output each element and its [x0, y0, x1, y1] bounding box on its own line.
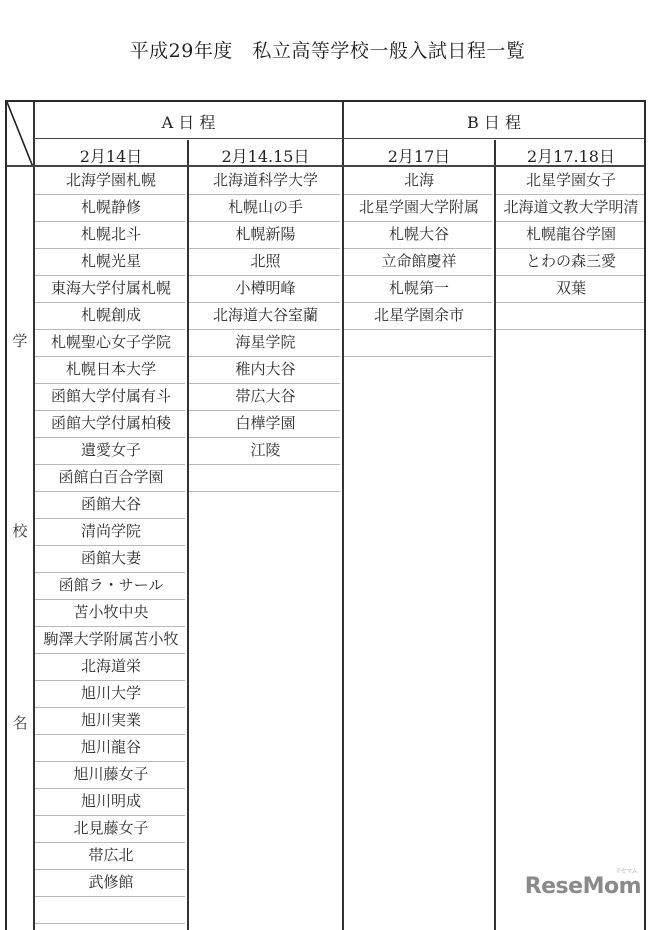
group-b-header: B 日 程 [467, 113, 521, 132]
school-cell: 北海道科学大学 [212, 171, 318, 189]
row-divider [496, 329, 644, 330]
school-cell: 札幌龍谷学園 [525, 225, 616, 243]
school-cell: 函館ラ・サール [58, 576, 164, 594]
watermark-ruby: リセマム [615, 868, 637, 875]
school-cell: 海星学院 [235, 333, 296, 351]
school-cell: 小樽明峰 [235, 279, 296, 297]
school-cell: 白樺学園 [235, 414, 296, 432]
resemom-watermark [524, 868, 641, 899]
school-cell: 北星学園余市 [373, 306, 464, 324]
school-cell: 北海道文教大学明清 [503, 198, 639, 216]
school-cell: 駒澤大学附属苫小牧 [43, 630, 179, 648]
school-cell: 帯広大谷 [235, 387, 296, 405]
watermark-text: ReseMom [524, 874, 641, 899]
school-cell: 札幌創成 [80, 306, 141, 324]
school-cell: 北見藤女子 [73, 819, 149, 837]
row-divider [35, 923, 185, 924]
diagonal-header-corner [7, 102, 33, 167]
school-cell: 函館大学付属柏稜 [50, 414, 171, 432]
school-cell: 東海大学付属札幌 [50, 279, 171, 297]
school-cell: 帯広北 [88, 846, 134, 864]
school-cell: 武修館 [88, 873, 134, 891]
page-title: 平成29年度 私立高等学校一般入試日程一覧 [129, 40, 526, 62]
school-cell: 札幌聖心女子学院 [50, 333, 171, 351]
row-divider [344, 356, 492, 357]
school-cell: 札幌第一 [388, 279, 449, 297]
school-cell: 函館大学付属有斗 [50, 387, 171, 405]
group-a-header: A 日 程 [161, 113, 216, 132]
school-cell: 双葉 [555, 279, 586, 297]
school-cell: とわの森三愛 [525, 252, 616, 270]
school-cell: 函館白百合学園 [58, 468, 164, 486]
school-cell: 旭川大学 [80, 684, 141, 702]
school-cell: 北星学園女子 [525, 171, 616, 189]
school-cell: 札幌新陽 [235, 225, 296, 243]
school-cell: 北海道大谷室蘭 [212, 306, 318, 324]
school-cell: 旭川龍谷 [80, 738, 141, 756]
school-cell: 北照 [250, 252, 281, 270]
school-cell: 江陵 [250, 441, 281, 459]
school-cell: 旭川藤女子 [73, 765, 149, 783]
school-cell: 北海学園札幌 [65, 171, 156, 189]
school-cell: 北海 [403, 171, 434, 189]
row-label-mei: 名 [12, 714, 28, 732]
date-header-a2: 2月14.15日 [221, 147, 310, 166]
school-cell [496, 302, 646, 329]
school-cell: 札幌大谷 [388, 225, 449, 243]
school-cell [35, 896, 187, 923]
school-cell: 清尚学院 [80, 522, 141, 540]
school-cell: 函館大谷 [80, 495, 141, 513]
school-cell [344, 329, 494, 356]
row-label-kou: 校 [12, 522, 28, 540]
school-cell [189, 464, 342, 491]
school-cell: 遺愛女子 [80, 441, 141, 459]
school-cell: 函館大妻 [80, 549, 141, 567]
school-cell: 北海道栄 [80, 657, 141, 675]
school-cell: 札幌日本大学 [65, 360, 156, 378]
row-divider [189, 491, 340, 492]
header-line-1 [33, 138, 644, 139]
school-cell: 立命館慶祥 [381, 252, 457, 270]
date-header-b1: 2月17日 [387, 147, 451, 166]
school-cell: 旭川明成 [80, 792, 141, 810]
date-header-b2: 2月17.18日 [527, 147, 615, 166]
school-cell: 札幌静修 [80, 198, 141, 216]
date-header-a1: 2月14日 [79, 147, 143, 166]
school-cell: 苫小牧中央 [73, 603, 149, 621]
school-cell: 北星学園大学附属 [358, 198, 479, 216]
school-cell: 札幌山の手 [227, 198, 303, 216]
school-cell: 札幌北斗 [80, 225, 141, 243]
school-cell: 旭川実業 [80, 711, 141, 729]
schedule-table [5, 100, 646, 930]
school-cell: 札幌光星 [80, 252, 141, 270]
school-cell: 稚内大谷 [235, 360, 296, 378]
row-label-gaku: 学 [12, 332, 28, 350]
